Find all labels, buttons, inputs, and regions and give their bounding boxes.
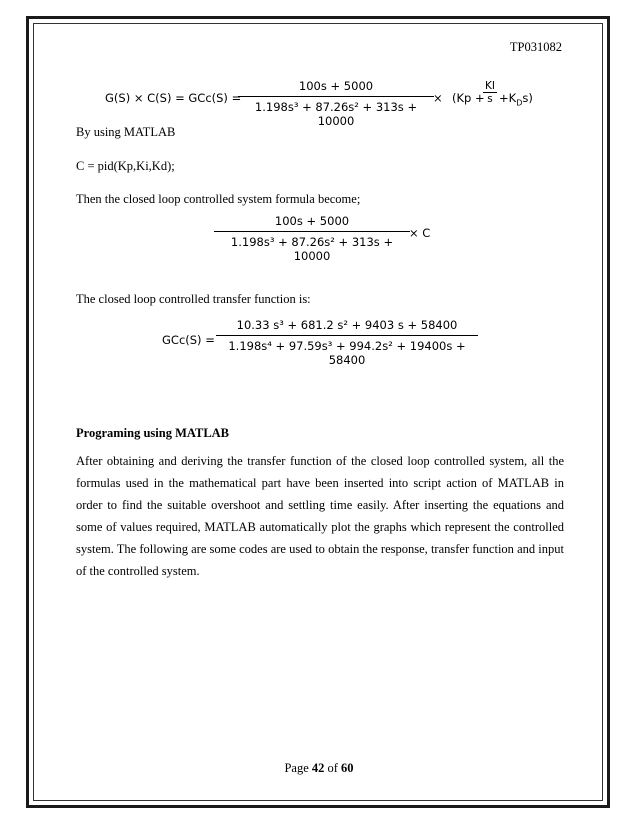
text-transfer-function-intro: The closed loop controlled transfer function is:: [76, 292, 311, 306]
eq1-pid-frac-den: s: [487, 93, 493, 105]
eq2-suffix: × C: [409, 226, 431, 240]
eq2-fraction: [214, 214, 410, 263]
eq1-numerator: 100s + 5000: [298, 79, 374, 93]
eq1-pid-sub: D: [516, 98, 523, 108]
document-id: TP031082: [509, 40, 562, 54]
eq1-times: ×: [433, 91, 443, 105]
footer-middle: of: [324, 761, 342, 775]
section-title: Programing using MATLAB: [76, 426, 230, 440]
eq3-denominator: 1.198s⁴ + 97.59s³ + 994.2s² + 19400s + 58400: [228, 339, 466, 367]
eq1-pid-frac-num: KI: [485, 80, 495, 92]
eq1-pid-fraction: [483, 80, 497, 105]
footer-prefix: Page: [284, 761, 312, 775]
body-paragraph: After obtaining and deriving the transfer function of the closed loop controlled system, all the formulas used in the mathematical part have been inserted into script action of MATLAB in order to find the suitable overshoot and settling time easily. After inserting the equations and some of values required, MATLAB automatically plot the graphs which represent the controlled system. The following are some codes are used to obtain the response, transfer function and input of the controlled system.: [76, 454, 564, 578]
footer-current-page: 42: [311, 761, 325, 775]
eq1-lhs: G(S) × C(S) = GCc(S) =: [105, 91, 242, 105]
eq1-denominator: 1.198s³ + 87.26s² + 313s + 10000: [254, 100, 418, 128]
text-by-using-matlab: By using MATLAB: [76, 125, 176, 139]
eq2-numerator: 100s + 5000: [274, 214, 350, 228]
eq2-denominator: 1.198s³ + 87.26s² + 313s + 10000: [230, 235, 394, 263]
eq3-fraction: [216, 318, 478, 367]
eq1-pid-open: (Kp +: [452, 91, 485, 105]
eq1-pid-close: $+K_Ds$): [499, 91, 533, 108]
eq3-numerator: 10.33 s³ + 681.2 s² + 9403 s + 58400: [236, 318, 458, 332]
text-closed-loop-formula-intro: Then the closed loop controlled system formula become;: [76, 192, 361, 206]
eq1-fraction: [238, 79, 434, 128]
eq3-lhs: GCc(S) =: [162, 333, 215, 347]
page-footer: [0, 761, 638, 776]
footer-total-pages: 60: [341, 761, 354, 775]
text-pid-command: C = pid(Kp,Ki,Kd);: [76, 159, 175, 173]
